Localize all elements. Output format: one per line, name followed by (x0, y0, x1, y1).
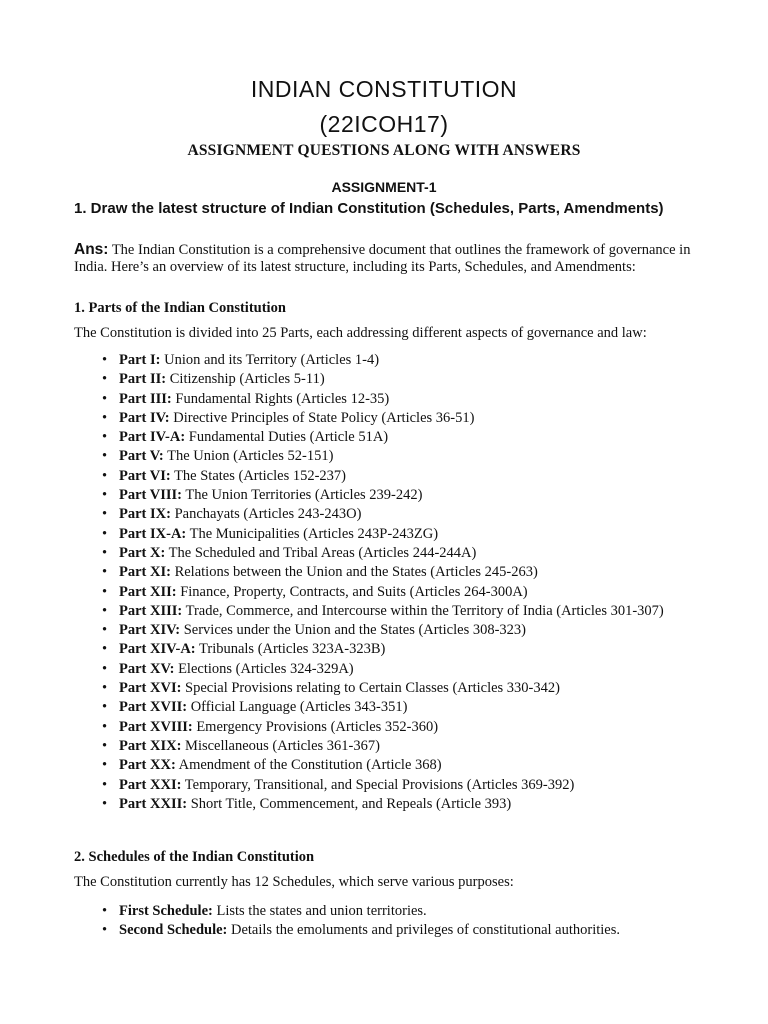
list-item-text: Panchayats (Articles 243-243O) (174, 506, 362, 523)
list-item-label: Part III: (119, 390, 172, 407)
list-item-label: Part XIX: (119, 737, 182, 754)
section-intro-schedules: The Constitution currently has 12 Schedules, which serve various purposes: (74, 874, 514, 890)
list-item (74, 447, 694, 466)
list-item-text: Trade, Commerce, and Intercourse within the Territory of India (Articles 301-307) (185, 602, 664, 619)
list-item (74, 583, 694, 602)
section-heading-parts: 1. Parts of the Indian Constitution (74, 300, 286, 316)
list-item (74, 370, 694, 389)
list-item-label: First Schedule: (119, 903, 213, 919)
list-item-text: Lists the states and union territories. (216, 903, 427, 919)
list-item-label: Part XV: (119, 660, 175, 677)
list-item (74, 621, 694, 640)
list-item-text: Official Language (Articles 343-351) (190, 699, 408, 716)
list-item-text: Short Title, Commencement, and Repeals (Article 393) (190, 795, 512, 812)
list-item-text: The States (Articles 152-237) (174, 467, 347, 484)
answer-text: The Indian Constitution is a comprehensive document that outlines the framework of governance in India. Here’s an overview of its latest structure, including its Parts, Schedules, and Amendments: (74, 242, 691, 275)
list-item-label: Part XIV: (119, 622, 181, 639)
list-item-text: Emergency Provisions (Articles 352-360) (196, 718, 439, 735)
list-item (74, 505, 694, 524)
assignment-heading: ASSIGNMENT-1 (331, 179, 437, 195)
list-item (74, 544, 694, 563)
list-item (74, 679, 694, 698)
list-item-text: Fundamental Rights (Articles 12-35) (175, 390, 390, 407)
list-item (74, 351, 694, 370)
list-item-text: Temporary, Transitional, and Special Provisions (Articles 369-392) (184, 776, 575, 793)
list-item-label: Part XVII: (119, 699, 188, 716)
list-item-label: Part X: (119, 544, 166, 561)
list-item (74, 902, 694, 921)
list-item (74, 921, 694, 940)
list-item-text: Fundamental Duties (Article 51A) (188, 429, 389, 446)
list-item (74, 525, 694, 544)
parts-list (74, 351, 694, 814)
list-item-text: Amendment of the Constitution (Article 368) (178, 757, 442, 774)
list-item (74, 390, 694, 409)
list-item-text: The Scheduled and Tribal Areas (Articles 244-244A) (168, 544, 477, 561)
list-item (74, 640, 694, 659)
section-intro-parts: The Constitution is divided into 25 Parts, each addressing different aspects of governance and law: (74, 325, 647, 341)
list-item-text: Citizenship (Articles 5-11) (169, 371, 325, 388)
schedules-list (74, 902, 694, 941)
list-item (74, 756, 694, 775)
list-item-label: Part XIII: (119, 602, 183, 619)
list-item-label: Part IV: (119, 409, 170, 426)
list-item (74, 409, 694, 428)
document-subtitle: ASSIGNMENT QUESTIONS ALONG WITH ANSWERS (187, 142, 581, 159)
list-item-label: Part XI: (119, 564, 171, 581)
list-item-label: Part XXI: (119, 776, 182, 793)
course-code: (22ICOH17) (319, 111, 449, 137)
list-item-text: Finance, Property, Contracts, and Suits (Articles 264-300A) (180, 583, 528, 600)
answer-label: Ans: (74, 241, 109, 258)
list-item-text: Relations between the Union and the States (Articles 245-263) (174, 564, 538, 581)
answer-paragraph (74, 241, 694, 276)
list-item-label: Part IV-A: (119, 429, 186, 446)
list-item-label: Part IX-A: (119, 525, 187, 542)
list-item-label: Part IX: (119, 506, 171, 523)
list-item-text: Union and its Territory (Articles 1-4) (164, 352, 380, 368)
list-item (74, 467, 694, 486)
list-item (74, 486, 694, 505)
list-item-label: Part XXII: (119, 795, 188, 812)
list-item (74, 660, 694, 679)
list-item-label: Part XIV-A: (119, 641, 196, 658)
list-item-text: Special Provisions relating to Certain Classes (Articles 330-342) (185, 680, 560, 697)
list-item (74, 776, 694, 795)
list-item-label: Part V: (119, 448, 164, 465)
list-item-label: Part II: (119, 371, 167, 388)
list-item-label: Part I: (119, 352, 161, 368)
list-item-text: The Union (Articles 52-151) (167, 448, 334, 465)
list-item-text: The Union Territories (Articles 239-242) (185, 487, 423, 504)
list-item (74, 428, 694, 447)
document-title: INDIAN CONSTITUTION (250, 76, 518, 102)
list-item-text: Directive Principles of State Policy (Articles 36-51) (173, 409, 475, 426)
list-item (74, 795, 694, 814)
list-item-label: Part XX: (119, 757, 176, 774)
list-item-text: The Municipalities (Articles 243P-243ZG) (189, 525, 439, 542)
list-item-label: Second Schedule: (119, 922, 228, 939)
list-item-label: Part VIII: (119, 487, 182, 504)
list-item (74, 602, 694, 621)
list-item (74, 563, 694, 582)
list-item-label: Part XVI: (119, 680, 182, 697)
list-item-label: Part XII: (119, 583, 177, 600)
question-text: 1. Draw the latest structure of Indian Constitution (Schedules, Parts, Amendments) (74, 200, 664, 217)
list-item-text: Miscellaneous (Articles 361-367) (185, 737, 380, 754)
list-item-label: Part XVIII: (119, 718, 193, 735)
list-item-text: Services under the Union and the States (Articles 308-323) (183, 622, 526, 639)
section-heading-schedules: 2. Schedules of the Indian Constitution (74, 849, 315, 865)
list-item-label: Part VI: (119, 467, 171, 484)
list-item (74, 718, 694, 737)
list-item-text: Tribunals (Articles 323A-323B) (199, 641, 386, 658)
list-item-text: Elections (Articles 324-329A) (178, 660, 354, 677)
list-item (74, 698, 694, 717)
list-item-text: Details the emoluments and privileges of constitutional authorities. (231, 922, 621, 939)
list-item (74, 737, 694, 756)
